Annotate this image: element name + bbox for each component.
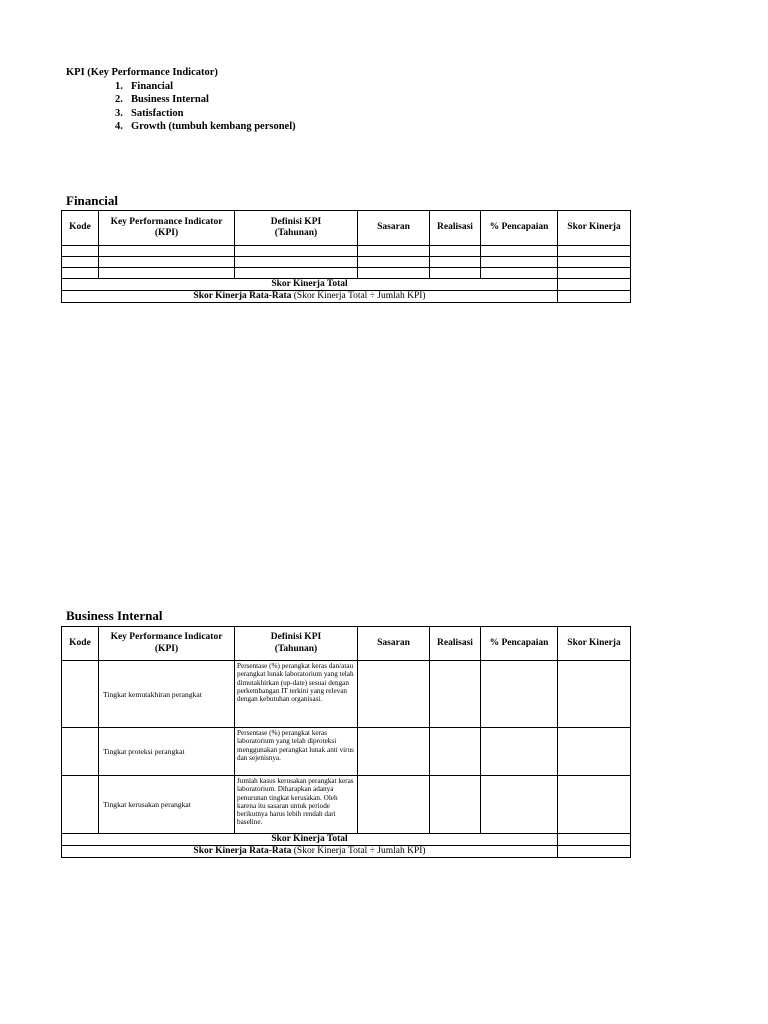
financial-table xyxy=(61,210,631,303)
kpi-intro xyxy=(66,66,296,134)
average-label: Skor Kinerja Rata-Rata (Skor Kinerja Total ÷ Jumlah KPI) xyxy=(62,291,558,303)
header-sasaran: Sasaran xyxy=(358,627,430,661)
header-kode: Kode xyxy=(62,211,99,246)
total-label: Skor Kinerja Total xyxy=(62,279,558,291)
table-row xyxy=(62,776,631,834)
average-label: Skor Kinerja Rata-Rata (Skor Kinerja Total ÷ Jumlah KPI) xyxy=(62,846,558,858)
table-row xyxy=(62,246,631,257)
kpi-name: Tingkat kerusakan perangkat xyxy=(99,776,235,834)
total-value xyxy=(558,834,631,846)
header-kpi: Key Performance Indicator (KPI) xyxy=(99,627,235,661)
table-row xyxy=(62,728,631,776)
header-pencapaian: % Pencapaian xyxy=(481,211,558,246)
total-label: Skor Kinerja Total xyxy=(62,834,558,846)
header-pencapaian: % Pencapaian xyxy=(481,627,558,661)
header-skor: Skor Kinerja xyxy=(558,211,631,246)
average-value xyxy=(558,291,631,303)
table-header-row xyxy=(62,627,631,661)
kpi-definition: Persentase (%) perangkat keras dan/atau perangkat lunak laboratorium yang telah dimutakhirkan (up-date) sesuai dengan perkembangan IT terkini yang relevan dengan kebutuhan organisasi. xyxy=(235,661,358,728)
kpi-definition: Jumlah kasus kerusakan perangkat keras laboratorium. Diharapkan adanya penurunan tingkat kerusakan. Oleh karena itu sasaran untuk periode berikutnya harus lebih rendah dari baseline. xyxy=(235,776,358,834)
header-definisi: Definisi KPI (Tahunan) xyxy=(235,211,358,246)
kpi-name: Tingkat proteksi perangkat xyxy=(99,728,235,776)
header-realisasi: Realisasi xyxy=(430,211,481,246)
header-realisasi: Realisasi xyxy=(430,627,481,661)
header-skor: Skor Kinerja xyxy=(558,627,631,661)
kpi-name: Tingkat kemutakhiran perangkat xyxy=(99,661,235,728)
total-value xyxy=(558,279,631,291)
list-item: 3. Satisfaction xyxy=(115,107,184,119)
total-row xyxy=(62,279,631,291)
intro-title: KPI (Key Performance Indicator) xyxy=(66,67,218,78)
financial-title: Financial xyxy=(66,193,119,208)
business-internal-title: Business Internal xyxy=(66,608,163,623)
header-kode: Kode xyxy=(62,627,99,661)
header-kpi: Key Performance Indicator (KPI) xyxy=(99,211,235,246)
table-row xyxy=(62,257,631,268)
kpi-definition: Persentase (%) perangkat keras laboratorium yang telah diproteksi menggunakan perangkat lunak anti virus dan sejenisnya. xyxy=(235,728,358,776)
list-item: 2. Business Internal xyxy=(115,94,209,106)
header-sasaran: Sasaran xyxy=(358,211,430,246)
header-definisi: Definisi KPI (Tahunan) xyxy=(235,627,358,661)
kpi-category-list xyxy=(66,80,296,134)
table-row xyxy=(62,661,631,728)
table-row xyxy=(62,268,631,279)
business-internal-table xyxy=(61,626,631,858)
list-item: 4. Growth (tumbuh kembang personel) xyxy=(115,121,296,133)
total-row xyxy=(62,834,631,846)
list-item: 1. Financial xyxy=(115,80,174,92)
average-row xyxy=(62,846,631,858)
average-row xyxy=(62,291,631,303)
table-header-row xyxy=(62,211,631,246)
average-value xyxy=(558,846,631,858)
